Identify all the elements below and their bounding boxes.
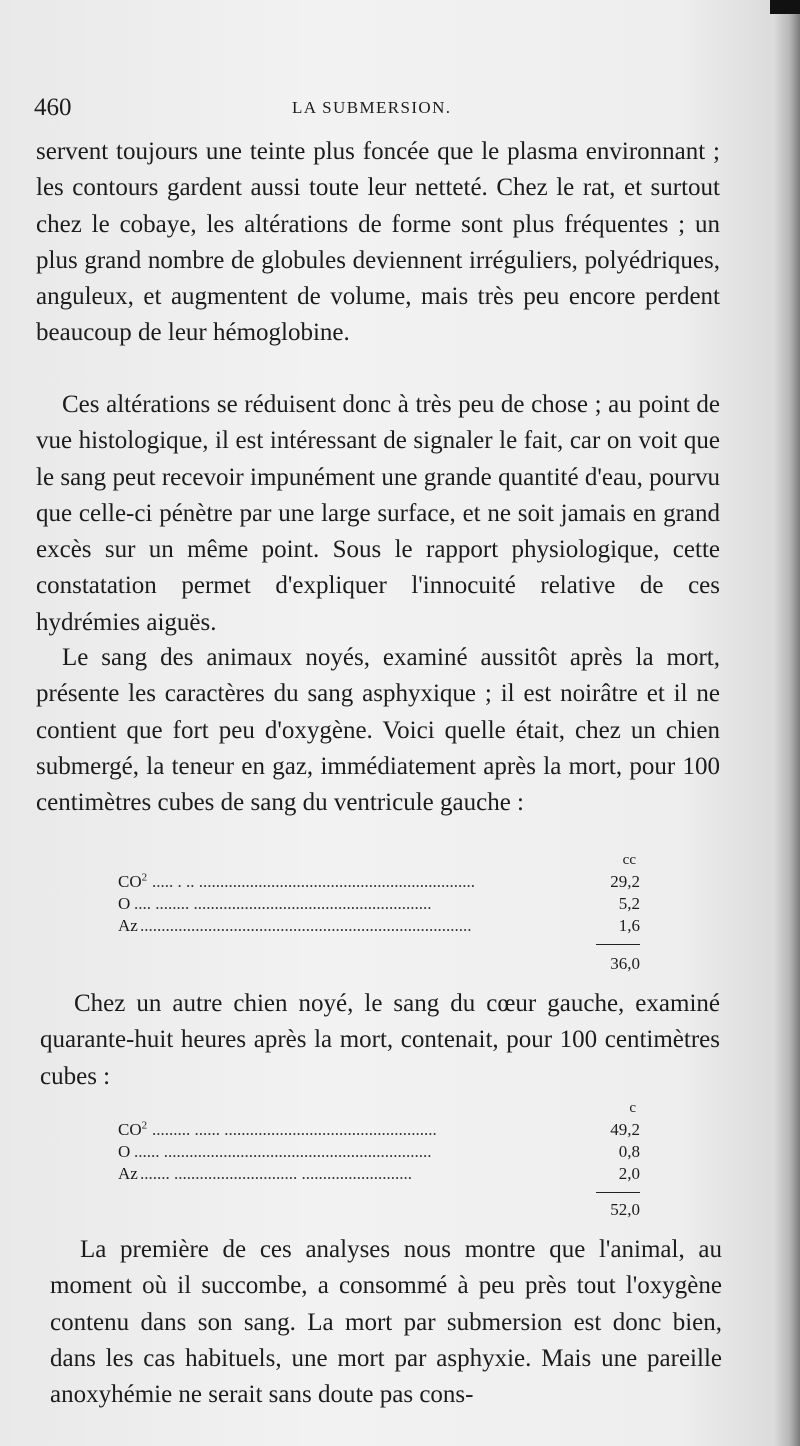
leader-dots: ..... . .. ................................................................. [152, 872, 475, 891]
gas-value: 29,2 [610, 872, 640, 891]
gas-label: O [118, 1142, 131, 1161]
gas-row [118, 894, 640, 916]
gas-table-unit: c [629, 1100, 636, 1116]
paragraph-3: Le sang des animaux noyés, examiné aussitôt après la mort, présente les caractères du sang asphyxique ; il est noirâtre et il ne contient que fort peu d'oxygène. Voici quelle était, chez un chien submergé, la teneur en gaz, immédiatement après la mort, pour 100 centimètres cubes de sang du ventricule gauche : [36, 644, 720, 817]
gas-row [118, 1120, 640, 1142]
gas-label: O [118, 894, 131, 913]
gas-value: 49,2 [610, 1120, 640, 1139]
running-head: LA SUBMERSION. [292, 98, 452, 117]
paragraph-2: Ces altérations se réduisent donc à très peu de chose ; au point de vue histologique, il est intéressant de signaler le fait, car on voit que le sang peut recevoir impunément une grande quantité d'eau, pourvu que celle-ci pénètre par une large surface, et ne soit jamais en grand excès sur un même point. Sous le rapport physiologique, cette constatation permet d'expliquer l'innocuité relative de ces hydrémies aiguës. [36, 391, 720, 636]
scan-corner-mark [770, 0, 800, 14]
page-binding-shadow [774, 0, 800, 1446]
gas-table-unit: cc [622, 852, 636, 868]
leader-dots: .... ........ ........................................................ [134, 894, 432, 913]
paragraph-4: Chez un autre chien noyé, le sang du cœur gauche, examiné quarante-huit heures après la mort, contenait, pour 100 centimètres cubes : [40, 990, 720, 1090]
leader-dots: ...... ............................................................... [134, 1142, 432, 1161]
gas-row [118, 872, 640, 894]
gas-value: 0,8 [618, 1142, 640, 1161]
gas-row [118, 916, 640, 938]
leader-dots: .............................................................................. [140, 916, 472, 935]
gas-label: Az [118, 916, 138, 935]
sum-rule [596, 944, 640, 945]
gas-row [118, 1142, 640, 1164]
leader-dots: ......... ...... .................................................. [152, 1120, 437, 1139]
paragraph-5: La première de ces analyses nous montre que l'animal, au moment où il succombe, a consommé à peu près tout l'oxygène contenu dans son sang. La mort par submersion est donc bien, dans les cas habituels, une mort par asphyxie. Mais une pareille anoxyhémie ne serait sans doute pas cons- [50, 1236, 722, 1409]
gas-value: 2,0 [618, 1164, 640, 1183]
paragraph-1: servent toujours une teinte plus foncée que le plasma environnant ; les contours gardent aussi toute leur netteté. Chez le rat, et surtout chez le cobaye, les altérations de forme sont plus fréquentes ; un plus grand nombre de globules deviennent irréguliers, polyédriques, anguleux, et augmentent de volume, mais très peu encore perdent beaucoup de leur hémoglobine. [36, 138, 720, 347]
page-header [34, 94, 760, 124]
gas-label: $CO^2$ [118, 871, 148, 891]
gas-total: 52,0 [610, 1200, 640, 1219]
sum-rule [596, 1192, 640, 1193]
gas-label: $CO^2$ [118, 1119, 148, 1139]
gas-value: 1,6 [618, 916, 640, 935]
gas-row [118, 1164, 640, 1186]
page-number: 460 [34, 94, 72, 121]
gas-value: 5,2 [618, 894, 640, 913]
gas-label: Az [118, 1164, 138, 1183]
gas-total: 36,0 [610, 954, 640, 973]
leader-dots: ....... ............................. .......................... [140, 1164, 412, 1183]
